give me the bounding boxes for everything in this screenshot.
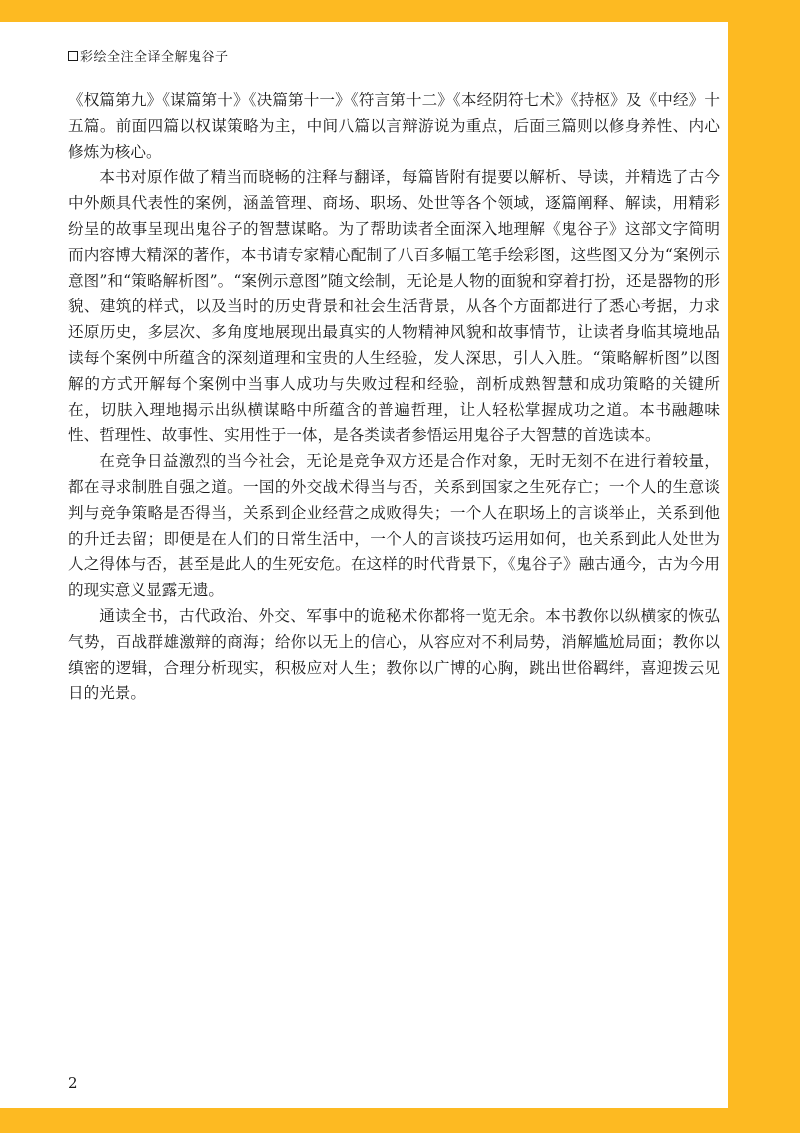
- body-text: [68, 88, 720, 707]
- running-header: [68, 46, 229, 65]
- paragraph: 通读全书，古代政治、外交、军事中的诡秘术你都将一览无余。本书教你以纵横家的恢弘气势，百战群雄激辩的商海；给你以无上的信心，从容应对不利局势，消解尴尬局面；教你以缜密的逻辑，合理分析现实，积极应对人生；教你以广博的心胸，跳出世俗羁绊，喜迎拨云见日的光景。: [68, 606, 720, 703]
- paragraph: 《权篇第九》《谋篇第十》《决篇第十一》《符言第十二》《本经阴符七术》《持枢》及《中经》十五篇。前面四篇以权谋策略为主，中间八篇以言辩游说为重点，后面三篇则以修身养性、内心修炼为核心。: [68, 91, 720, 161]
- header-title: 彩绘全注全译全解鬼谷子: [80, 50, 229, 65]
- paragraph: 在竞争日益激烈的当今社会，无论是竞争双方还是合作对象，无时无刻不在进行着较量，都在寻求制胜自强之道。一国的外交战术得当与否，关系到国家之生死存亡；一个人的生意谈判与竞争策略是否得当，关系到企业经营之成败得失；一个人在职场上的言谈举止，关系到他的升迁去留；即便是在人们的日常生活中，一个人的言谈技巧运用如何，也关系到此人处世为人之得体与否，甚至是此人的生死安危。在这样的时代背景下，《鬼谷子》融古通今，古为今用的现实意义显露无遗。: [68, 452, 720, 600]
- square-box-icon: [68, 51, 78, 61]
- paragraph: 本书对原作做了精当而晓畅的注释与翻译，每篇皆附有提要以解析、导读，并精选了古今中外颇具代表性的案例，涵盖管理、商场、职场、处世等各个领域，逐篇阐释、解读，用精彩纷呈的故事呈现出鬼谷子的智慧谋略。为了帮助读者全面深入地理解《鬼谷子》这部文字简明而内容博大精深的著作，本书请专家精心配制了八百多幅工笔手绘彩图，这些图又分为“案例示意图”和“策略解析图”。“案例示意图”随文绘制，无论是人物的面貌和穿着打扮，还是器物的形貌、建筑的样式，以及当时的历史背景和社会生活背景，从各个方面都进行了悉心考据，力求还原历史，多层次、多角度地展现出最真实的人物精神风貌和故事情节，让读者身临其境地品读每个案例中所蕴含的深刻道理和宝贵的人生经验，发人深思，引人入胜。“策略解析图”以图解的方式开解每个案例中当事人成功与失败过程和经验，剖析成熟智慧和成功策略的关键所在，切肤入理地揭示出纵横谋略中所蕴含的普遍哲理，让人轻松掌握成功之道。本书融趣味性、哲理性、故事性、实用性于一体，是各类读者参悟运用鬼谷子大智慧的首选读本。: [68, 168, 720, 445]
- page-number: 2: [68, 1074, 78, 1092]
- book-page: [0, 22, 728, 1108]
